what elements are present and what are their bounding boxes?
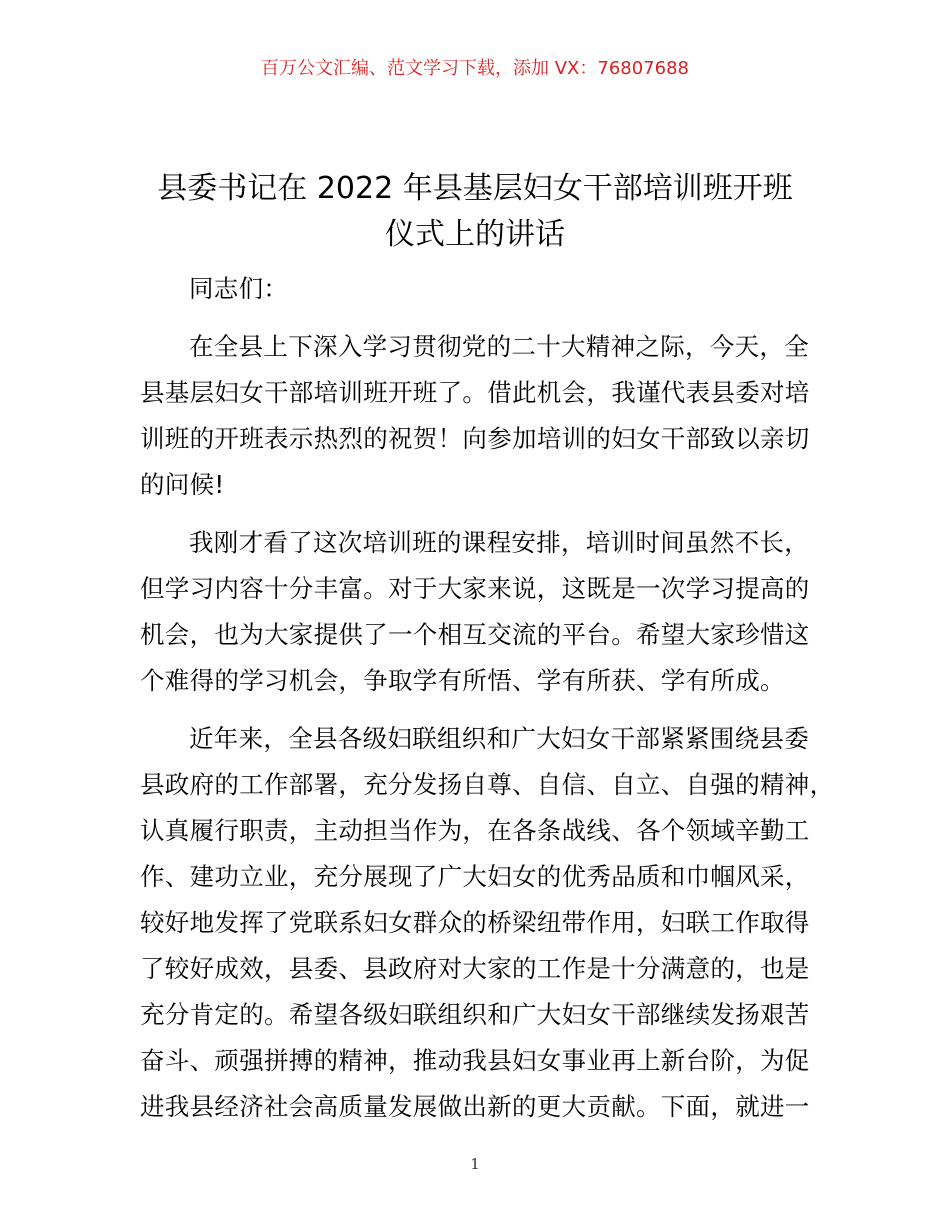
paragraph-2 <box>140 520 820 704</box>
paragraph-3 <box>140 716 835 1130</box>
paragraph-line: 奋斗、顽强拼搏的精神，推动我县妇女事业再上新台阶，为促 <box>140 1046 810 1075</box>
paragraph-line: 近年来，全县各级妇联组织和广大妇女干部紧紧围绕县委 <box>189 724 809 753</box>
page-number: 1 <box>470 1155 480 1173</box>
paragraph-line: 我刚才看了这次培训班的课程安排，培训时间虽然不长， <box>189 528 809 557</box>
document-body <box>140 266 835 1142</box>
paragraph-line: 在全县上下深入学习贯彻党的二十大精神之际，今天，全 <box>189 332 809 361</box>
paragraph-1 <box>140 324 820 508</box>
paragraph-line: 县政府的工作部署，充分发扬自尊、自信、自立、自强的精神， <box>140 770 835 799</box>
document-title <box>120 166 830 258</box>
paragraph-line: 个难得的学习机会，争取学有所悟、学有所获、学有所成。 <box>140 666 785 695</box>
paragraph-line: 认真履行职责，主动担当作为，在各条战线、各个领域辛勤工 <box>140 816 810 845</box>
paragraph-line: 较好地发挥了党联系妇女群众的桥梁纽带作用，妇联工作取得 <box>140 908 810 937</box>
paragraph-line: 作、建功立业，充分展现了广大妇女的优秀品质和巾帼风采， <box>140 862 810 891</box>
title-line-1: 县委书记在 2022 年县基层妇女干部培训班开班 <box>157 171 793 206</box>
paragraph-line: 训班的开班表示热烈的祝贺！向参加培训的妇女干部致以亲切 <box>140 424 810 453</box>
paragraph-line: 进我县经济社会高质量发展做出新的更大贡献。下面，就进一 <box>140 1092 810 1121</box>
paragraph-line: 的问候! <box>140 470 225 499</box>
paragraph-line: 县基层妇女干部培训班开班了。借此机会，我谨代表县委对培 <box>140 378 810 407</box>
paragraph-line: 但学习内容十分丰富。对于大家来说，这既是一次学习提高的 <box>140 574 810 603</box>
paragraph-line: 充分肯定的。希望各级妇联组织和广大妇女干部继续发扬艰苦 <box>140 1000 810 1029</box>
header-watermark-note: 百万公文汇编、范文学习下载，添加 VX：76807688 <box>261 58 689 79</box>
paragraph-line: 了较好成效，县委、县政府对大家的工作是十分满意的，也是 <box>140 954 810 983</box>
salutation-text: 同志们： <box>189 274 289 303</box>
salutation <box>140 266 820 312</box>
paragraph-line: 机会，也为大家提供了一个相互交流的平台。希望大家珍惜这 <box>140 620 810 649</box>
title-line-2: 仪式上的讲话 <box>385 217 565 252</box>
